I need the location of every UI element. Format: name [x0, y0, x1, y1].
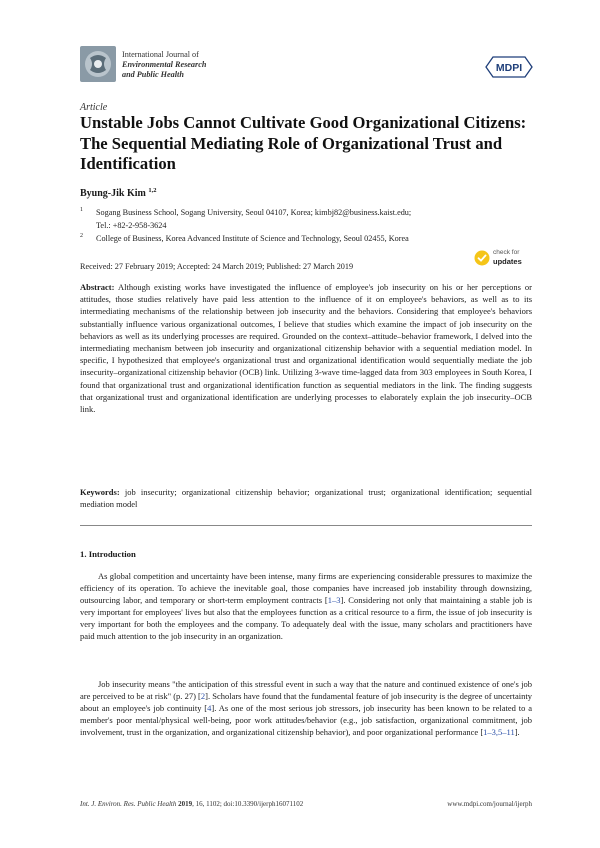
- author-name: [80, 188, 156, 199]
- affiliation-number: 2: [80, 233, 83, 239]
- footer-citation-rest: , 16, 1102; doi:10.3390/ijerph16071102: [192, 800, 304, 808]
- author-affiliation-sup: 1,2: [148, 187, 157, 194]
- article-type: Article: [80, 102, 108, 113]
- journal-name-line3: and Public Health: [122, 70, 184, 79]
- abstract-text: Although existing works have investigated the influence of employee's job insecurity on his or her perceptions or attitudes, those studies relatively have paid less attention to the influence of it on employee's behaviors, as well as to its intermediating mechanisms of the relationship between job insecurity and the behaviors. Considering that employee's behaviors substantially influence various organizational outcomes, I believe that studies which examine the impact of job insecurity on the behaviors as well as its underlying processes are required. Grounded on the context–attitude–behavior framework, I delved into the intermediating mechanism between job insecurity and organizational citizenship behavior with a sequential mediation model. In specific, I hypothesized that employee's organizational trust and organizational identification would sequentially mediate the job insecurity–organizational citizenship behavior (OCB) link. Utilizing 3-wave time-lagged data from 303 employees in South Korea, I found that organizational trust and organizational identification function as sequential mediators in the link. The finding suggests that organizational trust and organizational identification are underlying processes to elaborately explain the job insecurity–OCB link.: [80, 282, 532, 415]
- paragraph-2: [80, 678, 532, 738]
- keywords-label: Keywords:: [80, 487, 120, 497]
- keywords-text: job insecurity; organizational citizenship behavior; organizational trust; organizational identification; sequential mediation model: [80, 487, 533, 510]
- affiliation-text: College of Business, Korea Advanced Institute of Science and Technology, Seoul 02455, Korea: [96, 234, 409, 243]
- paragraph-text: ]. As one of the most serious job stressors, job insecurity has been known to be related to a member's poor mental/physical well-being, poor work attitudes/behavior (e.g., job satisfaction, organizational commitment, job involvement, trust in the organization, and organizational citizenship behavior), and poor organizational performance [: [80, 703, 532, 738]
- section-heading: 1. Introduction: [80, 549, 136, 559]
- affiliation-text: Tel.: +82-2-958-3624: [96, 221, 167, 230]
- footer-url[interactable]: www.mdpi.com/journal/ijerph: [447, 800, 532, 808]
- check-updates-line1: check for: [493, 249, 520, 256]
- affiliation-number: 1: [80, 207, 83, 213]
- footer-journal-abbrev: Int. J. Environ. Res. Public Health: [80, 800, 177, 808]
- paragraph-1: [80, 570, 532, 643]
- paragraph-text: ]. Considering not only that maintaining a stable job is very important for employees' lives but also that the employees function as a critical resource to a firm, the issue of job insecurity is very important for both the employees and the company. To adequately deal with the issue, many scholars and practitioners have paid much attention to the job insecurity in an organization.: [80, 595, 532, 642]
- journal-name-line1: International Journal of: [122, 50, 199, 59]
- abstract-label: Abstract:: [80, 282, 115, 292]
- check-updates-line2: updates: [493, 257, 522, 266]
- journal-name-line2: Environmental Research: [122, 60, 207, 69]
- journal-logo-icon: [80, 46, 116, 82]
- paragraph-text: Job insecurity means "the anticipation of this stressful event in such a way that the nature and continued existence of one's job are perceived to be at risk" (p. 27) [: [80, 679, 532, 702]
- citation-link[interactable]: 2: [200, 691, 206, 702]
- citation-link[interactable]: 1–3: [327, 595, 341, 606]
- check-updates-icon: [474, 250, 490, 266]
- abstract: [80, 281, 532, 415]
- citation-link[interactable]: 4: [207, 703, 212, 714]
- paragraph-text: ].: [514, 727, 520, 738]
- mdpi-logo: [482, 56, 536, 78]
- section-divider: [80, 525, 532, 526]
- article-dates: Received: 27 February 2019; Accepted: 24 March 2019; Published: 27 March 2019: [80, 262, 354, 271]
- journal-name: [122, 50, 206, 80]
- paragraph-text: ]. Scholars have found that the fundamental feature of job insecurity is the degree of uncertainty about an employee's job continuity [: [80, 691, 532, 714]
- journal-header: [80, 46, 536, 86]
- article-title: Unstable Jobs Cannot Cultivate Good Organizational Citizens: The Sequential Mediating Role of Organizational Trust and Identification: [80, 113, 527, 173]
- footer-citation: [80, 800, 303, 808]
- mdpi-logo-text: MDPI: [495, 62, 523, 74]
- paragraph-text: As global competition and uncertainty have been intense, many firms are experiencing considerable pressures to maximize the efficiency of its operation. To achieve the inevitable goal, those companies have increased job instability through downsizing, outsourcing labor, and temporary or short-term employment contracts [: [80, 571, 532, 606]
- author-name-text: Byung-Jik Kim: [80, 188, 146, 199]
- citation-link[interactable]: 1–3,5–11: [483, 727, 515, 738]
- check-for-updates-badge[interactable]: [474, 248, 532, 270]
- affiliation-text: Sogang Business School, Sogang University, Seoul 04107, Korea; kimbj82@business.kaist.edu;: [96, 208, 412, 217]
- footer-year: 2019: [178, 800, 193, 808]
- keywords: [80, 486, 532, 510]
